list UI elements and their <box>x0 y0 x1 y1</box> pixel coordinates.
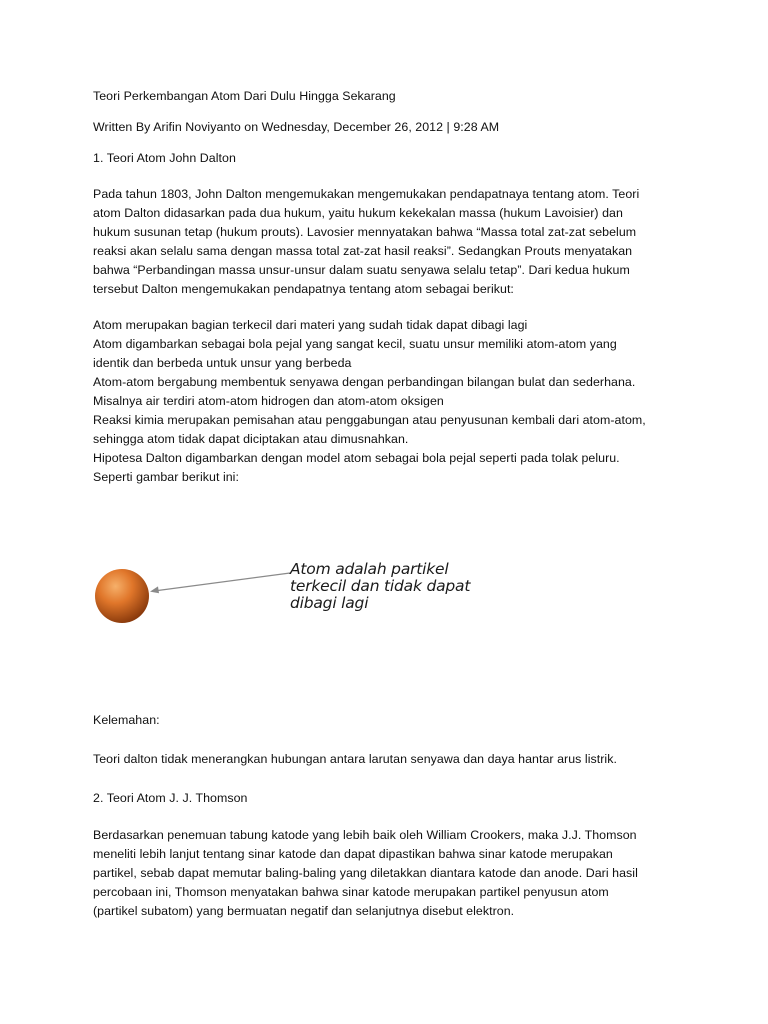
paragraph-line: (partikel subatom) yang bermuatan negatif dan selanjutnya disebut elektron. <box>93 904 515 918</box>
section-heading-dalton: 1. Teori Atom John Dalton <box>93 151 236 165</box>
figure-caption: Atom adalah partikel terkecil dan tidak dapat dibagi lagi <box>290 560 471 612</box>
arrow-head <box>150 586 159 593</box>
weakness-heading: Kelemahan: <box>93 713 160 727</box>
paragraph-thomson <box>93 826 683 921</box>
paragraph-line: partikel, sebab dapat memutar baling-baling yang diletakkan diantara katode dan anode. Dari hasil <box>93 866 638 880</box>
atom-sphere <box>95 569 149 623</box>
paragraph-dalton-intro <box>93 185 683 299</box>
paragraph-line: Berdasarkan penemuan tabung katode yang lebih baik oleh William Crookers, maka J.J. Thomson <box>93 828 637 842</box>
paragraph-line: percobaan ini, Thomson menyatakan bahwa sinar katode merupakan partikel penyusun atom <box>93 885 609 899</box>
list-line: Hipotesa Dalton digambarkan dengan model atom sebagai bola pejal seperti pada tolak peluru. <box>93 451 620 465</box>
weakness-text: Teori dalton tidak menerangkan hubungan antara larutan senyawa dan daya hantar arus listrik. <box>93 752 617 766</box>
list-line: identik dan berbeda untuk unsur yang berbeda <box>93 356 352 370</box>
dalton-postulates-list <box>93 316 683 487</box>
list-line: Seperti gambar berikut ini: <box>93 470 239 484</box>
paragraph-line: meneliti lebih lanjut tentang sinar katode dan dapat dipastikan bahwa sinar katode merupakan <box>93 847 613 861</box>
paragraph-line: bahwa “Perbandingan massa unsur-unsur dalam suatu senyawa selalu tetap”. Dari kedua hukum <box>93 263 630 277</box>
paragraph-line: tersebut Dalton mengemukakan pendapatnya tentang atom sebagai berikut: <box>93 282 514 296</box>
list-line: sehingga atom tidak dapat diciptakan atau dimusnahkan. <box>93 432 409 446</box>
paragraph-line: Pada tahun 1803, John Dalton mengemukakan mengemukakan pendapatnaya tentang atom. Teori <box>93 187 640 201</box>
paragraph-line: hukum susunan tetap (hukum prouts). Lavosier mennyatakan bahwa “Massa total zat-zat sebelum <box>93 225 637 239</box>
paragraph-line: atom Dalton didasarkan pada dua hukum, yaitu hukum kekekalan massa (hukum Lavoisier) dan <box>93 206 623 220</box>
list-line: Misalnya air terdiri atom-atom hidrogen dan atom-atom oksigen <box>93 394 444 408</box>
list-line: Reaksi kimia merupakan pemisahan atau penggabungan atau penyusunan kembali dari atom-atom, <box>93 413 646 427</box>
document-title: Teori Perkembangan Atom Dari Dulu Hingga Sekarang <box>93 89 396 103</box>
section-heading-thomson: 2. Teori Atom J. J. Thomson <box>93 791 248 805</box>
pointer-arrow <box>154 573 290 591</box>
dalton-atom-figure <box>92 553 482 638</box>
list-line: Atom merupakan bagian terkecil dari materi yang sudah tidak dapat dibagi lagi <box>93 318 528 332</box>
list-line: Atom-atom bergabung membentuk senyawa dengan perbandingan bilangan bulat dan sederhana. <box>93 375 636 389</box>
byline: Written By Arifin Noviyanto on Wednesday, December 26, 2012 | 9:28 AM <box>93 120 500 134</box>
paragraph-line: reaksi akan selalu sama dengan massa total zat-zat hasil reaksi”. Sedangkan Prouts menyatakan <box>93 244 633 258</box>
list-line: Atom digambarkan sebagai bola pejal yang sangat kecil, suatu unsur memiliki atom-atom yang <box>93 337 617 351</box>
